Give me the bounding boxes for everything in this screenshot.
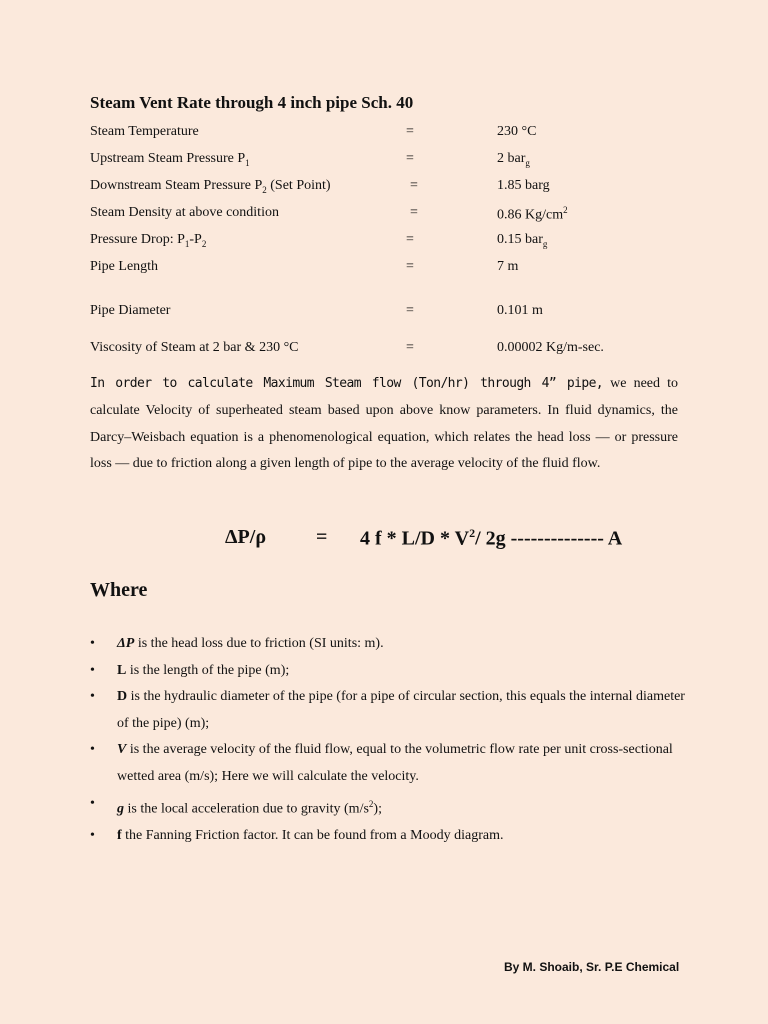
param-value: 0.00002 Kg/m-sec.	[497, 340, 604, 355]
bullet-icon: •	[90, 742, 95, 758]
list-item: • g is the local acceleration due to gravity $(m/s^2)$;	[90, 791, 690, 823]
param-equals: =	[406, 151, 414, 166]
param-equals: =	[406, 340, 414, 355]
param-label: Pipe Length	[90, 259, 159, 274]
definition-text: is the local acceleration due to gravity (m/s	[124, 801, 369, 817]
param-equals: =	[406, 303, 414, 318]
param-value: 1.85 barg	[497, 178, 550, 193]
author-footer: By M. Shoaib, Sr. P.E Chemical	[504, 960, 680, 974]
definition-term: L	[117, 662, 127, 678]
param-equals: =	[406, 124, 414, 139]
definition-text: the Fanning Friction factor. It can be found from a Moody diagram.	[121, 827, 504, 843]
bullet-icon: •	[90, 689, 95, 705]
paragraph-lead: In order to calculate Maximum Steam flow (Ton/hr) through 4” pipe,	[90, 376, 604, 391]
darcy-weisbach-equation	[225, 526, 685, 556]
param-label: Upstream Steam Pressure $P_1$	[90, 151, 250, 168]
param-row-steam-density	[90, 205, 710, 225]
param-equals: =	[406, 232, 414, 247]
param-equals: =	[410, 178, 418, 193]
definition-term: ΔP	[117, 636, 135, 651]
bullet-icon: •	[90, 636, 95, 651]
param-equals: =	[406, 259, 414, 274]
list-item	[90, 823, 690, 850]
param-row-pipe-length	[90, 259, 710, 279]
param-value: 7 m	[497, 259, 519, 274]
param-row-steam-temperature	[90, 124, 710, 144]
definition-text: is the average velocity of the fluid flow, equal to the volumetric flow rate per unit cross-sectional wetted area (m/s); Here we will calculate the velocity.	[117, 742, 673, 784]
param-label: Pressure Drop: $P_1-P_2$	[90, 232, 207, 249]
definition-term: V	[117, 742, 127, 758]
param-value: 0.15 bar$_g$	[497, 232, 548, 249]
param-label: Pipe Diameter	[90, 303, 171, 318]
bullet-icon: •	[90, 662, 95, 678]
param-value: 0.86 $Kg/cm^2$	[497, 205, 568, 223]
document-title: Steam Vent Rate through 4 inch pipe Sch. 40	[90, 93, 414, 112]
paragraph-body: we need to calculate Velocity of superheated steam based upon above know parameters. In fluid dynamics, the Darcy–Weisbach equation is a phenomenological equation, which relates the head loss — or pressure loss — due to friction along a given length of pipe to the average velocity of the fluid flow.	[90, 376, 678, 472]
param-label: Steam Temperature	[90, 124, 199, 139]
bullet-icon: •	[90, 795, 95, 811]
where-heading: Where	[90, 579, 148, 601]
equation-lhs: ΔP/ρ	[225, 526, 267, 548]
param-row-upstream-pressure	[90, 151, 710, 171]
intro-paragraph	[90, 371, 678, 478]
definition-term: D	[117, 689, 128, 705]
bullet-icon: •	[90, 827, 95, 843]
definition-term: g	[117, 801, 124, 817]
definitions-list	[90, 631, 690, 849]
param-label: Steam Density at above condition	[90, 205, 279, 220]
param-row-pressure-drop	[90, 232, 710, 252]
definition-text: is the hydraulic diameter of the pipe (for a pipe of circular section, this equals the internal diameter of the pipe) (m);	[117, 689, 685, 731]
param-value: 0.101 m	[497, 303, 543, 318]
equation-rhs: 4 f * $L/D * V^2/$ 2g -------------- A	[360, 526, 623, 550]
list-item	[90, 658, 690, 685]
param-row-pipe-diameter	[90, 303, 710, 323]
list-item	[90, 631, 690, 658]
definition-text: is the length of the pipe (m);	[126, 662, 290, 678]
param-row-downstream-pressure	[90, 178, 710, 198]
definition-text: is the head loss due to friction (SI units: m).	[134, 636, 384, 651]
param-label: Downstream Steam Pressure $P_2$ (Set Point)	[90, 178, 331, 195]
equation-equals: =	[316, 526, 328, 548]
param-label: Viscosity of Steam at 2 bar & 230 °C	[90, 340, 299, 355]
list-item	[90, 684, 690, 737]
param-row-viscosity	[90, 340, 710, 360]
list-item	[90, 737, 690, 790]
param-value: 2 bar$_g$	[497, 151, 530, 168]
param-value: 230 °C	[497, 124, 537, 139]
definition-term: f	[117, 827, 122, 843]
param-equals: =	[410, 205, 418, 220]
